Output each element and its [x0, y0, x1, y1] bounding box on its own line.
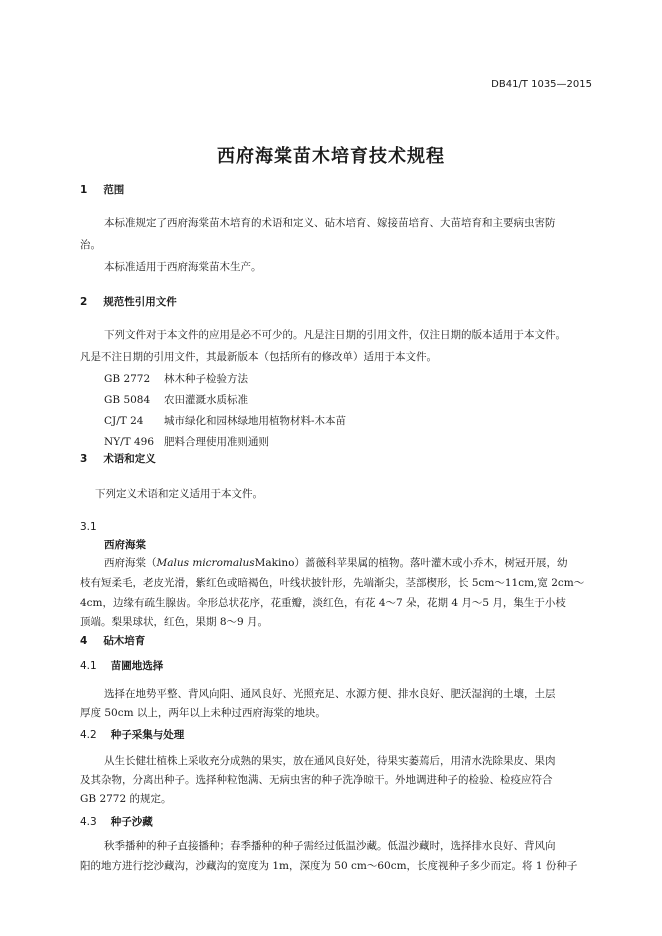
- reference-code: GB 5084: [104, 394, 151, 406]
- section-4-heading: [80, 633, 145, 648]
- paragraph-line: 顶端。梨果球状，红色，果期 8～9 月。: [80, 616, 269, 628]
- paragraph-line: 秋季播种的种子直接播种；春季播种的种子需经过低温沙藏。低温沙藏时，选择排水良好、背风向: [104, 840, 556, 852]
- paragraph-line: 4cm，边缘有疏生腺齿。伞形总状花序，花重瓣，淡红色，有花 4～7 朵，花期 4 月～5 月，集生于小枝: [80, 597, 566, 609]
- section-2-heading: [80, 294, 177, 309]
- section-title: 规范性引用文件: [103, 296, 177, 308]
- section-1-heading: [80, 182, 124, 197]
- paragraph-line: 下列文件对于本文件的应用是必不可少的。凡是注日期的引用文件，仅注日期的版本适用于本文件。: [104, 329, 566, 341]
- reference-name: 林木种子检验方法: [164, 373, 248, 385]
- subsection-title: 种子沙藏: [110, 816, 153, 828]
- term-name: 西府海棠: [104, 539, 146, 551]
- paragraph-line: 从生长健壮植株上采收充分成熟的果实，放在通风良好处，待果实萎蔫后，用清水洗除果皮、果肉: [104, 755, 556, 767]
- paragraph-line: [104, 555, 567, 570]
- reference-name: 肥料合理使用准则通则: [164, 436, 269, 448]
- paragraph-line: 枝有短柔毛，老皮光滑，紫红色或暗褐色，叶线状披针形，先端渐尖，茎部楔形，长 5cm～11cm,宽 2cm～: [80, 577, 585, 589]
- paragraph-line: 下列定义术语和定义适用于本文件。: [95, 488, 263, 500]
- text-run: Makino）蔷薇科苹果属的植物。落叶灌木或小乔木，树冠开展，幼: [254, 557, 568, 569]
- subsection-title: 种子采集与处理: [110, 729, 185, 741]
- paragraph-line: 本标准适用于西府海棠苗木生产。: [104, 261, 262, 273]
- section-number: 1: [80, 184, 88, 196]
- reference-item: [104, 392, 248, 407]
- reference-name: 城市绿化和园林绿地用植物材料-木本苗: [164, 415, 347, 427]
- section-title: 范围: [103, 184, 125, 196]
- reference-item: [104, 434, 269, 449]
- document-title: 西府海棠苗木培育技术规程: [217, 146, 445, 167]
- section-number: 2: [80, 296, 88, 308]
- paragraph-line: 选择在地势平整、背风向阳、通风良好、光照充足、水源方便、排水良好、肥沃湿润的土壤，土层: [104, 688, 556, 700]
- paragraph-line: 本标准规定了西府海棠苗木培育的术语和定义、砧木培育、嫁接苗培育、大苗培育和主要病虫害防: [104, 217, 556, 229]
- standard-code: DB41/T 1035—2015: [491, 79, 592, 90]
- paragraph-line: 及其杂物，分离出种子。选择种粒饱满、无病虫害的种子洗净晾干。外地调进种子的检验、检疫应符合: [80, 774, 553, 786]
- reference-code: GB 2772: [104, 373, 151, 385]
- subsection-4-3-heading: [80, 814, 153, 829]
- subsection-number: 4.1: [80, 660, 97, 672]
- text-run: 西府海棠（: [104, 557, 157, 569]
- reference-code: NY/T 496: [104, 436, 155, 448]
- section-title: 砧木培育: [103, 635, 146, 647]
- paragraph-line: 阳的地方进行挖沙藏沟，沙藏沟的宽度为 1m，深度为 50 cm～60cm，长度视种子多少而定。将 1 份种子: [80, 860, 578, 872]
- subsection-number: 4.3: [80, 816, 97, 828]
- subsection-4-2-heading: [80, 727, 184, 742]
- paragraph-line: GB 2772 的规定。: [80, 793, 172, 805]
- section-title: 术语和定义: [103, 453, 156, 465]
- section-number: 3: [80, 453, 88, 465]
- paragraph-line: 治。: [80, 239, 101, 251]
- subsection-title: 苗圃地选择: [110, 660, 164, 672]
- reference-item: [104, 413, 346, 428]
- reference-code: CJ/T 24: [104, 415, 144, 427]
- paragraph-line: 凡是不注日期的引用文件，其最新版本（包括所有的修改单）适用于本文件。: [80, 351, 437, 363]
- reference-name: 农田灌溉水质标准: [164, 394, 248, 406]
- reference-item: [104, 371, 248, 386]
- term-number: 3.1: [80, 521, 97, 533]
- paragraph-line: 厚度 50cm 以上，两年以上未种过西府海棠的地块。: [80, 707, 326, 719]
- subsection-4-1-heading: [80, 658, 163, 673]
- section-3-heading: [80, 451, 156, 466]
- subsection-number: 4.2: [80, 729, 97, 741]
- section-number: 4: [80, 635, 88, 647]
- latin-name: Malus micromalus: [156, 557, 255, 569]
